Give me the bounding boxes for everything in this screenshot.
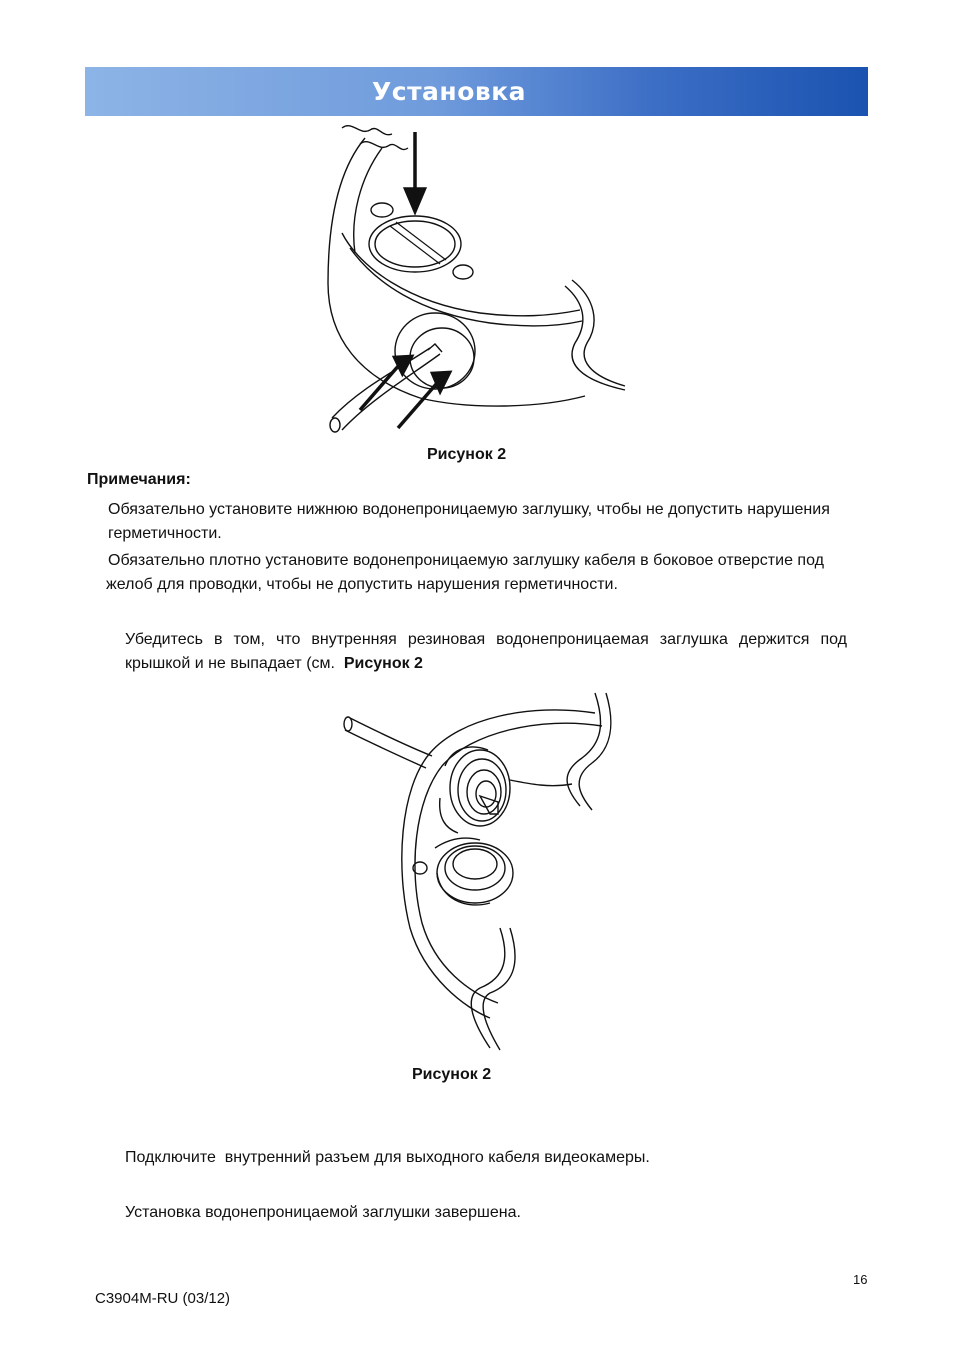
note-1: Обязательно установите нижнюю водонепроницаемую заглушку, чтобы не допустить нарушения герметичности. — [108, 501, 830, 542]
note-2-text: Обязательно плотно установите водонепроницаемую заглушку кабеля в боковое отверстие под желоб для проводки, чтобы не допустить нарушения герметичности. — [106, 552, 824, 593]
step-connect: Подключите внутренний разъем для выходного кабеля видеокамеры. — [125, 1149, 650, 1166]
section-title: Установка — [371, 77, 527, 106]
step-check-paragraph — [125, 628, 847, 676]
note-2 — [106, 549, 871, 597]
step-check-text: Убедитесь в том, что внутренняя резиновая водонепроницаемая заглушка держится под крышкой и не выпадает (см. — [125, 631, 847, 672]
figure-1-illustration — [320, 118, 640, 438]
document-code: C3904M-RU (03/12) — [95, 1290, 231, 1307]
page-number: 16 — [853, 1272, 868, 1287]
section-header-bar — [85, 67, 868, 116]
notes-title: Примечания: — [87, 471, 191, 488]
step-check-figure-ref: Рисунок 2 — [343, 655, 423, 672]
figure-1-caption: Рисунок 2 — [427, 446, 507, 463]
step-done: Установка водонепроницаемой заглушки завершена. — [125, 1204, 521, 1221]
figure-2-caption: Рисунок 2 — [412, 1066, 492, 1083]
figure-2-illustration — [340, 688, 620, 1053]
